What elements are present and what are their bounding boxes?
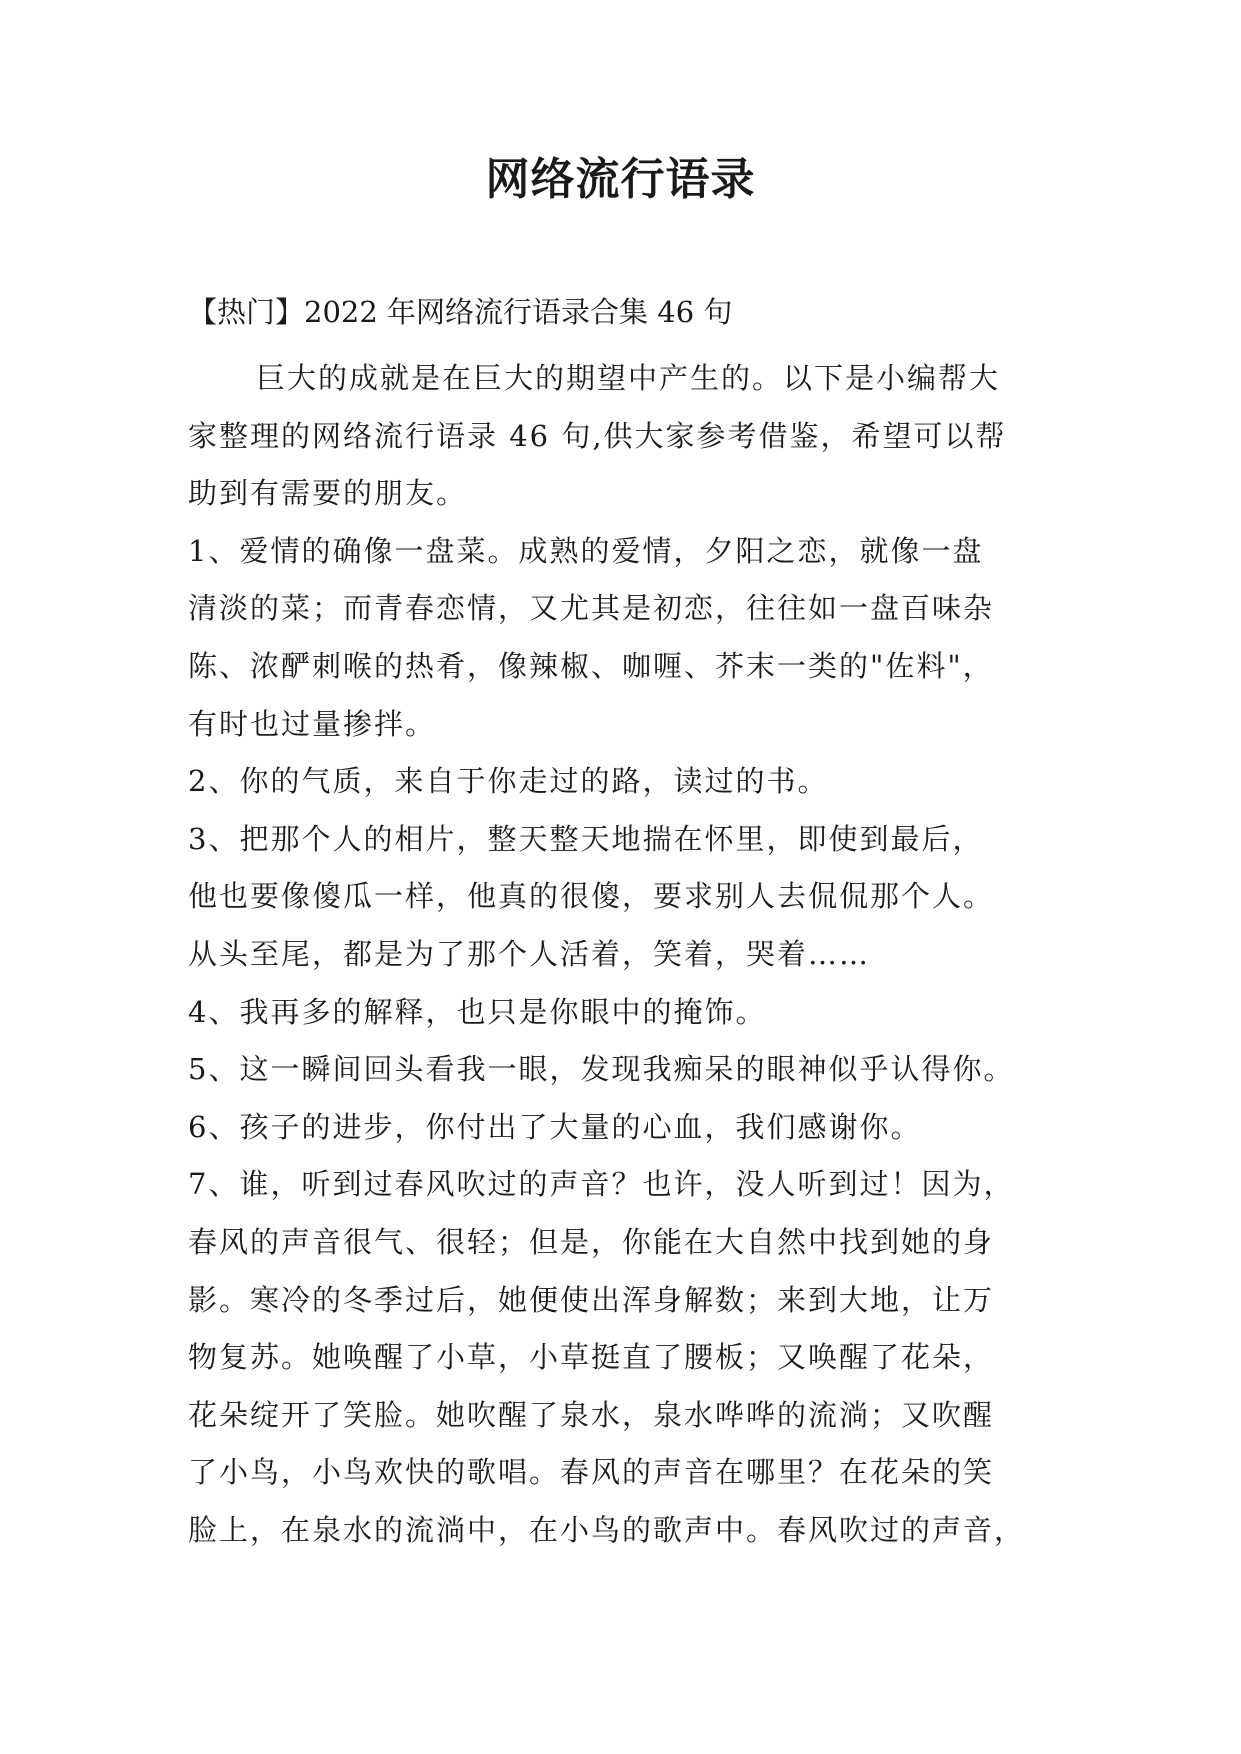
text-line: 有时也过量掺拌。 xyxy=(188,706,437,741)
text-line: 清淡的菜；而青春恋情，又尤其是初恋，往往如一盘百味杂 xyxy=(188,591,995,626)
text-line: 助到有需要的朋友。 xyxy=(188,476,468,511)
list-item-3 xyxy=(188,811,1088,984)
list-item-7 xyxy=(188,1156,1088,1559)
list-item-1 xyxy=(188,523,1088,753)
text-line: 5、这一瞬间回头看我一眼，发现我痴呆的眼神似乎认得你。 xyxy=(188,1052,1015,1087)
text-line: 他也要像傻瓜一样，他真的很傻，要求别人去侃侃那个人。 xyxy=(188,879,995,914)
text-line: 4、我再多的解释，也只是你眼中的掩饰。 xyxy=(188,994,767,1029)
text-line: 巨大的成就是在巨大的期望中产生的。以下是小编帮大 xyxy=(256,361,1001,395)
intro-paragraph xyxy=(188,350,1088,523)
list-item-6 xyxy=(188,1099,1088,1157)
document-body xyxy=(188,350,1088,1559)
text-line: 2、你的气质，来自于你走过的路，读过的书。 xyxy=(188,764,829,799)
text-line: 春风的声音很气、很轻；但是，你能在大自然中找到她的身 xyxy=(188,1224,995,1259)
document-subtitle: 【热门】2022 年网络流行语录合集 46 句 xyxy=(188,295,733,329)
text-line: 6、孩子的进步，你付出了大量的心血，我们感谢你。 xyxy=(188,1109,922,1144)
text-line: 陈、浓酽刺喉的热肴，像辣椒、咖喱、芥末一类的"佐料"， xyxy=(188,648,994,683)
text-line: 脸上，在泉水的流淌中，在小鸟的歌声中。春风吹过的声音， xyxy=(188,1512,1026,1547)
list-item-5 xyxy=(188,1041,1088,1099)
list-item-2 xyxy=(188,753,1088,811)
text-line: 了小鸟，小鸟欢快的歌唱。春风的声音在哪里？在花朵的笑 xyxy=(188,1455,995,1490)
text-line: 从头至尾，都是为了那个人活着，笑着，哭着…… xyxy=(188,936,871,971)
list-item-4 xyxy=(188,984,1088,1042)
text-line: 7、谁，听到过春风吹过的声音？也许，没人听到过！因为， xyxy=(188,1167,1015,1202)
document-title: 网络流行语录 xyxy=(485,154,756,205)
text-line: 花朵绽开了笑脸。她吹醒了泉水，泉水哗哗的流淌；又吹醒 xyxy=(188,1397,995,1432)
text-line: 物复苏。她唤醒了小草，小草挺直了腰板；又唤醒了花朵， xyxy=(188,1340,995,1375)
text-line: 家整理的网络流行语录 46 句,供大家参考借鉴，希望可以帮 xyxy=(188,418,1007,453)
text-line: 1、爱情的确像一盘菜。成熟的爱情，夕阳之恋，就像一盘 xyxy=(188,533,984,568)
text-line: 影。寒冷的冬季过后，她便使出浑身解数；来到大地，让万 xyxy=(188,1282,995,1317)
text-line: 3、把那个人的相片，整天整天地揣在怀里，即使到最后， xyxy=(188,821,984,856)
